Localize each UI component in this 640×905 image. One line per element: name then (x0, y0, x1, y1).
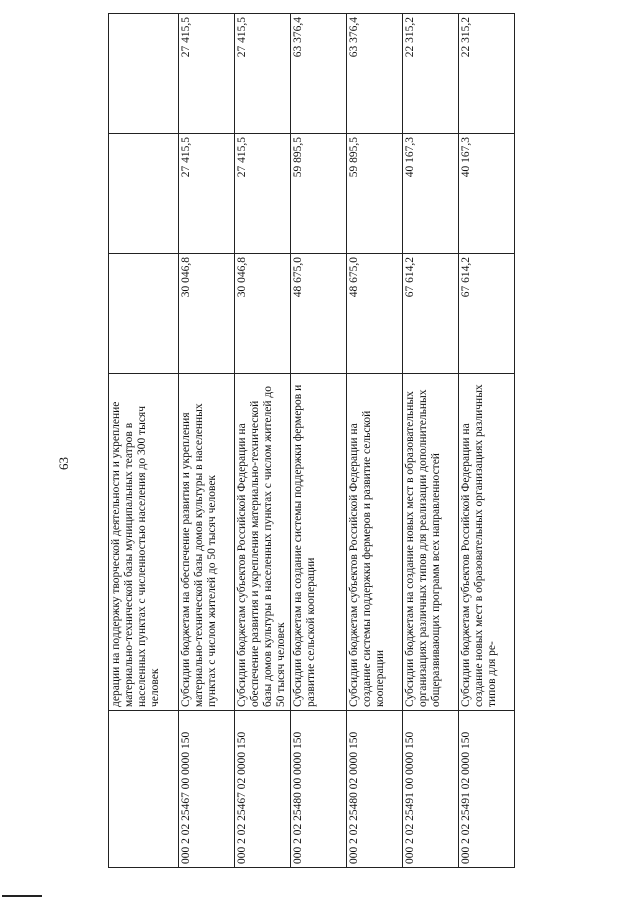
code-cell: 000 2 02 25480 00 0000 150 (291, 711, 347, 868)
value-cell (109, 134, 179, 254)
value-cell: 27 415,5 (235, 134, 291, 254)
value-cell: 59 895,5 (347, 134, 403, 254)
value-cell (109, 14, 179, 134)
value-cell: 40 167,3 (459, 134, 515, 254)
description-cell: Субсидии бюджетам на обеспечение развития и укрепления материально-технической базы домов культуры в населенных пунктах с числом жителей до 50 тысяч человек (179, 374, 235, 711)
budget-table-rotated (108, 17, 558, 868)
footer-rule (2, 895, 42, 897)
table-row (235, 14, 291, 868)
table-row (459, 14, 515, 868)
value-cell: 40 167,3 (403, 134, 459, 254)
value-cell: 48 675,0 (347, 254, 403, 374)
code-cell: 000 2 02 25467 00 0000 150 (179, 711, 235, 868)
value-cell: 30 046,8 (179, 254, 235, 374)
value-cell: 22 315,2 (459, 14, 515, 134)
value-cell: 30 046,8 (235, 254, 291, 374)
description-cell: Субсидии бюджетам на создание системы поддержки фермеров и развитие сельской кооперации (291, 374, 347, 711)
code-cell: 000 2 02 25491 00 0000 150 (403, 711, 459, 868)
value-cell: 67 614,2 (403, 254, 459, 374)
table-row (179, 14, 235, 868)
budget-table (108, 13, 515, 868)
value-cell (109, 254, 179, 374)
description-cell: дерации на поддержку творческой деятельности и укрепление материально-технической базы муниципальных театров в населенных пунктах с численностью населения до 300 тысяч человек (109, 374, 179, 711)
code-cell: 000 2 02 25480 02 0000 150 (347, 711, 403, 868)
value-cell: 27 415,5 (179, 14, 235, 134)
table-row (403, 14, 459, 868)
table-row (291, 14, 347, 868)
description-cell: Субсидии бюджетам субъектов Российской Федерации на обеспечение развития и укрепления материально-технической базы домов культуры в населенных пунктах с числом жителей до 50 тысяч человек (235, 374, 291, 711)
description-cell: Субсидии бюджетам субъектов Российской Федерации на создание новых мест в образовательных организациях различных типов для ре- (459, 374, 515, 711)
page-number: 63 (56, 457, 71, 470)
code-cell: 000 2 02 25467 02 0000 150 (235, 711, 291, 868)
value-cell: 63 376,4 (347, 14, 403, 134)
value-cell: 22 315,2 (403, 14, 459, 134)
table-row (347, 14, 403, 868)
value-cell: 27 415,5 (179, 134, 235, 254)
code-cell: 000 2 02 25491 02 0000 150 (459, 711, 515, 868)
description-cell: Субсидии бюджетам субъектов Российской Федерации на создание системы поддержки фермеров и развитие сельской кооперации (347, 374, 403, 711)
description-cell: Субсидии бюджетам на создание новых мест в образовательных организациях различных типов для реализации дополнительных общеразвивающих программ всех направленностей (403, 374, 459, 711)
value-cell: 27 415,5 (235, 14, 291, 134)
table-row (109, 14, 179, 868)
value-cell: 48 675,0 (291, 254, 347, 374)
code-cell (109, 711, 179, 868)
value-cell: 59 895,5 (291, 134, 347, 254)
value-cell: 67 614,2 (459, 254, 515, 374)
value-cell: 63 376,4 (291, 14, 347, 134)
